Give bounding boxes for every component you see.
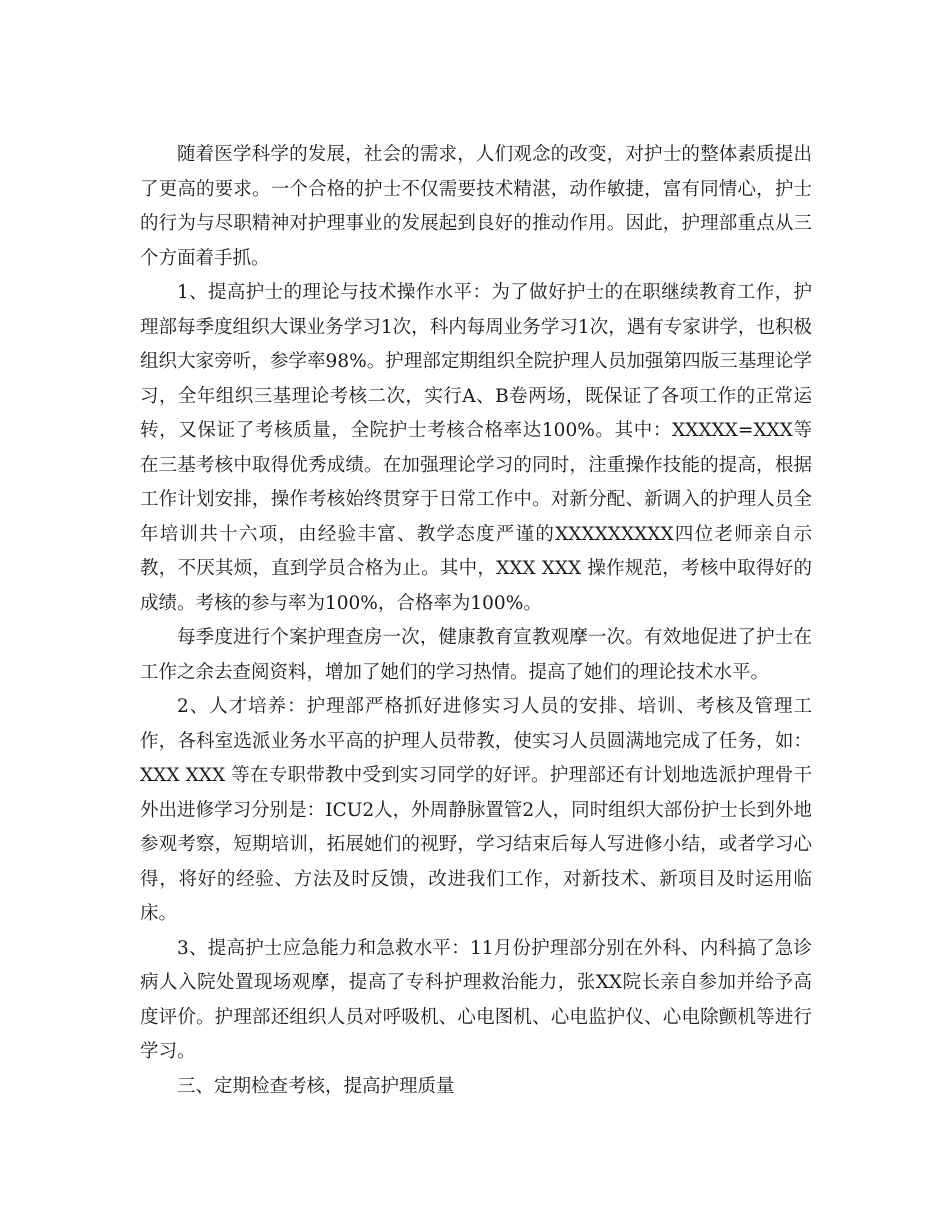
- paragraph-intro: 随着医学科学的发展，社会的需求，人们观念的改变，对护士的整体素质提出了更高的要求。一个合格的护士不仅需要技术精湛，动作敏捷，富有同情心，护士的行为与尽职精神对护理事业的发展起到良好的推动作用。因此，护理部重点从三个方面着手抓。: [140, 144, 812, 269]
- paragraph-case-rounds: 每季度进行个案护理查房一次，健康教育宣教观摩一次。有效地促进了护士在工作之余去查阅资料，增加了她们的学习热情。提高了她们的理论技术水平。: [140, 627, 812, 683]
- document-body: [140, 138, 812, 1104]
- paragraph-emergency-ability: 3、提高护士应急能力和急救水平：11月份护理部分别在外科、内科搞了急诊病人入院处置现场观摩，提高了专科护理救治能力，张XX院长亲自参加并给予高度评价。护理部还组织人员对呼吸机、心电图机、心电监护仪、心电除颤机等进行学习。: [140, 937, 812, 1062]
- paragraph-theory-training: 1、提高护士的理论与技术操作水平：为了做好护士的在职继续教育工作，护理部每季度组织大课业务学习1次，科内每周业务学习1次，遇有专家讲学，也积极组织大家旁听，参学率98%。护理部定期组织全院护理人员加强第四版三基理论学习，全年组织三基理论考核二次，实行A、B卷两场，既保证了各项工作的正常运转，又保证了考核质量，全院护士考核合格率达100%。其中：XXXXX=XXX等在三基考核中取得优秀成绩。在加强理论学习的同时，注重操作技能的提高，根据工作计划安排，操作考核始终贯穿于日常工作中。对新分配、新调入的护理人员全年培训共十六项，由经验丰富、教学态度严谨的XXXXXXXXX四位老师亲自示教，不厌其烦，直到学员合格为止。其中，XXX XXX 操作规范，考核中取得好的成绩。考核的参与率为100%，合格率为100%。: [140, 282, 812, 614]
- paragraph-talent-training: 2、人才培养：护理部严格抓好进修实习人员的安排、培训、考核及管理工作，各科室选派业务水平高的护理人员带教，使实习人员圆满地完成了任务，如：XXX XXX 等在专职带教中受到实习同学的好评。护理部还有计划地选派护理骨干外出进修学习分别是：ICU2人，外周静脉置管2人，同时组织大部份护士长到外地参观考察，短期培训，拓展她们的视野，学习结束后每人写进修小结，或者学习心得，将好的经验、方法及时反馈，改进我们工作，对新技术、新项目及时运用临床。: [140, 696, 812, 924]
- section-heading-quality: 三、定期检查考核，提高护理质量: [177, 1075, 455, 1097]
